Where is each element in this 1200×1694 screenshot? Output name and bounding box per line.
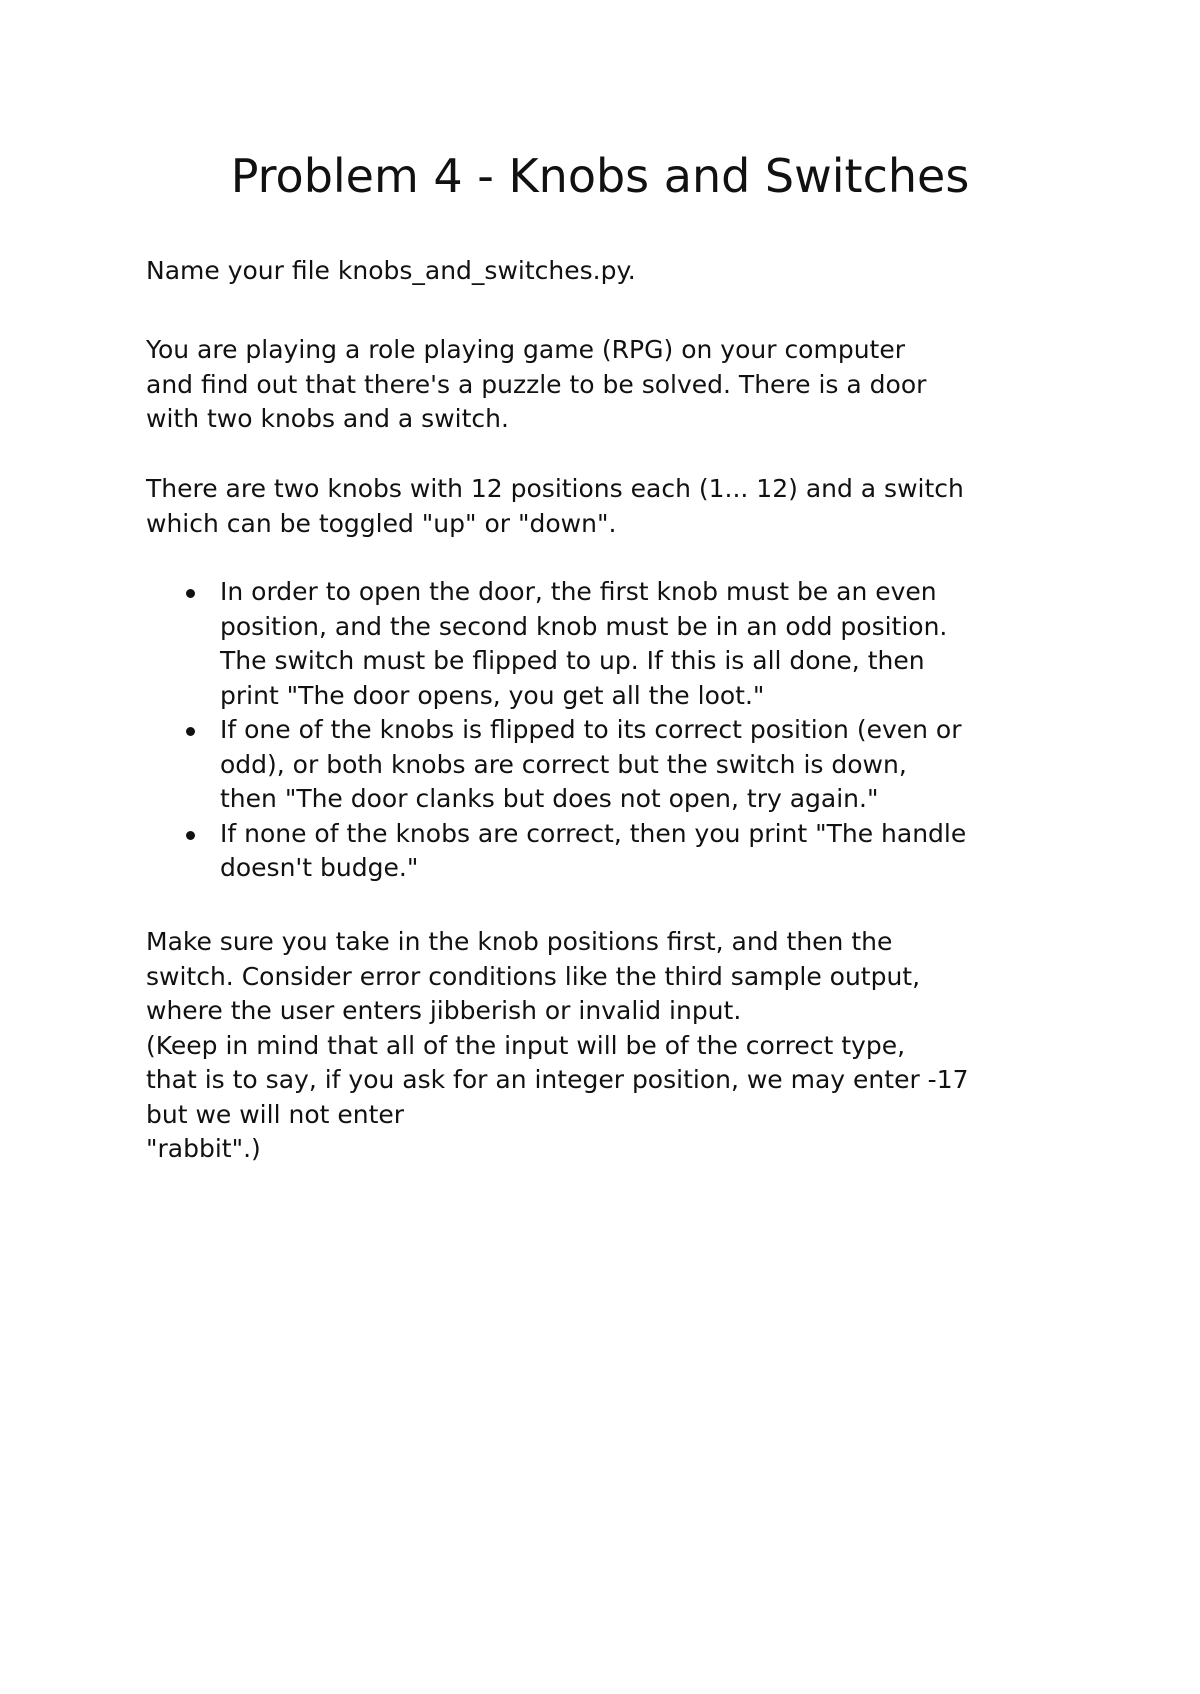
text-line: print "The door opens, you get all the loot." bbox=[220, 680, 765, 710]
list-item bbox=[146, 817, 1076, 886]
text-line: that is to say, if you ask for an integer position, we may enter -17 bbox=[146, 1065, 969, 1094]
page-title: Problem 4 - Knobs and Switches bbox=[230, 149, 970, 203]
rules-list bbox=[146, 575, 1076, 886]
text-line: Make sure you take in the knob positions first, and then the bbox=[146, 927, 893, 956]
text-line: "rabbit".) bbox=[146, 1134, 261, 1163]
text-line: odd), or both knobs are correct but the switch is down, bbox=[220, 749, 907, 779]
text-line: doesn't budge." bbox=[220, 853, 419, 882]
filename-instruction bbox=[146, 254, 1076, 289]
text-line: where the user enters jibberish or invalid input. bbox=[146, 996, 742, 1025]
text-line: You are playing a role playing game (RPG) on your computer bbox=[146, 335, 906, 364]
list-item bbox=[146, 713, 1076, 817]
list-item bbox=[146, 575, 1076, 713]
text-line: There are two knobs with 12 positions each (1... 12) and a switch bbox=[146, 474, 964, 503]
text-line: and find out that there's a puzzle to be solved. There is a door bbox=[146, 369, 927, 399]
text-line: Name your file knobs_and_switches.py. bbox=[146, 256, 636, 285]
text-line: position, and the second knob must be in an odd position. bbox=[220, 611, 948, 641]
knobs-paragraph bbox=[146, 472, 1076, 541]
text-line: but we will not enter bbox=[146, 1099, 405, 1129]
text-line: then "The door clanks but does not open, try again." bbox=[220, 784, 879, 813]
text-line: (Keep in mind that all of the input will be of the correct type, bbox=[146, 1030, 906, 1060]
text-line: switch. Consider error conditions like the third sample output, bbox=[146, 961, 921, 991]
bullet-icon bbox=[186, 831, 195, 840]
text-line: which can be toggled "up" or "down". bbox=[146, 508, 617, 538]
text-line: If none of the knobs are correct, then you print "The handle bbox=[220, 818, 967, 848]
closing-paragraph bbox=[146, 925, 1076, 1167]
bullet-icon bbox=[186, 589, 195, 598]
text-line: If one of the knobs is flipped to its correct position (even or bbox=[220, 715, 962, 744]
bullet-icon bbox=[186, 727, 195, 736]
text-line: The switch must be flipped to up. If this is all done, then bbox=[220, 646, 925, 675]
text-line: with two knobs and a switch. bbox=[146, 404, 509, 433]
intro-paragraph bbox=[146, 333, 1076, 437]
text-line: In order to open the door, the first knob must be an even bbox=[220, 577, 937, 606]
